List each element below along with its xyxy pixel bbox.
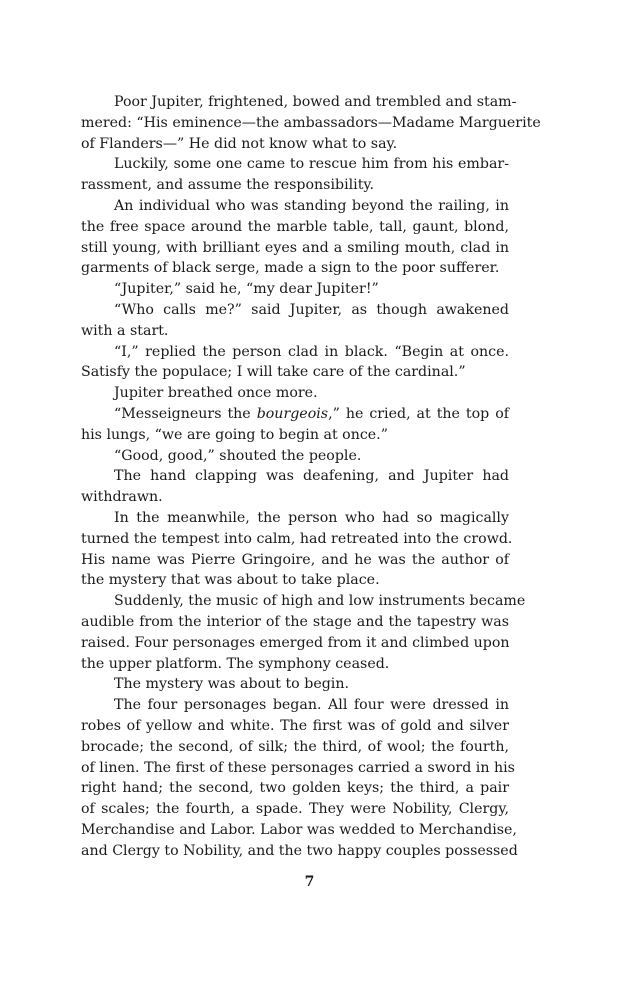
- text-line: In the meanwhile, the person who had so magically: [114, 509, 509, 526]
- text-line: An individual who was standing beyond the railing, in: [114, 197, 509, 214]
- text-line: turned the tempest into calm, had retreated into the crowd.: [81, 530, 513, 547]
- text-line: Luckily, some one came to rescue him from his embar-: [114, 156, 509, 173]
- text-line: Merchandise and Labor. Labor was wedded to Merchandise,: [81, 821, 517, 838]
- text-line: “I,” replied the person clad in black. “Begin at once.: [114, 343, 509, 360]
- text-line: right hand; the second, two golden keys; the third, a pair: [81, 780, 509, 797]
- page-body: [81, 92, 541, 861]
- text-line: brocade; the second, of silk; the third, of wool; the fourth,: [81, 738, 509, 755]
- text-line: “Who calls me?” said Jupiter, as though awakened: [114, 301, 509, 318]
- text-line: with a start.: [81, 322, 169, 339]
- text-line: of linen. The first of these personages carried a sword in his: [81, 759, 515, 776]
- text-line: [81, 404, 509, 425]
- text-line: the upper platform. The symphony ceased.: [81, 655, 390, 672]
- text-line: audible from the interior of the stage and the tapestry was: [81, 613, 509, 630]
- text-line: The four personages began. All four were dressed in: [114, 697, 509, 714]
- text-line: Jupiter breathed once more.: [114, 385, 318, 402]
- text-line: withdrawn.: [81, 489, 163, 506]
- text-line: “Jupiter,” said he, “my dear Jupiter!”: [114, 281, 379, 298]
- text-line: raised. Four personages emerged from it and climbed upon: [81, 634, 510, 651]
- text-segment: “Messeigneurs the: [114, 405, 257, 422]
- italic-word: bourgeois: [256, 405, 329, 422]
- text-line: the free space around the marble table, tall, gaunt, blond,: [81, 218, 509, 235]
- text-line: and Clergy to Nobility, and the two happy couples possessed: [81, 842, 518, 859]
- text-line: “Good, good,” shouted the people.: [114, 447, 362, 464]
- text-line: Satisfy the populace; I will take care of the cardinal.”: [81, 364, 466, 381]
- text-line: robes of yellow and white. The first was of gold and silver: [81, 717, 509, 734]
- text-line: his lungs, “we are going to begin at once.”: [81, 426, 388, 443]
- text-line: garments of black serge, made a sign to the poor sufferer.: [81, 260, 500, 277]
- text-line: of Flanders—” He did not know what to say.: [81, 135, 398, 152]
- text-line: still young, with brilliant eyes and a smiling mouth, clad in: [81, 239, 509, 256]
- text-line: rassment, and assume the responsibility.: [81, 177, 375, 194]
- page-number: 7: [304, 874, 315, 890]
- text-line: The mystery was about to begin.: [114, 676, 349, 693]
- text-line: of scales; the fourth, a spade. They were Nobility, Clergy,: [81, 801, 509, 818]
- text-line: Suddenly, the music of high and low instruments became: [114, 593, 526, 610]
- text-line: His name was Pierre Gringoire, and he was the author of: [81, 551, 509, 568]
- text-line: Poor Jupiter, frightened, bowed and trembled and stam-: [114, 94, 517, 110]
- text-line: the mystery that was about to take place.: [81, 572, 380, 589]
- text-line: mered: “His eminence—the ambassadors—Madame Marguerite: [81, 114, 541, 131]
- text-line: The hand clapping was deafening, and Jupiter had: [114, 468, 509, 485]
- text-segment: ,” he cried, at the top of: [328, 405, 509, 422]
